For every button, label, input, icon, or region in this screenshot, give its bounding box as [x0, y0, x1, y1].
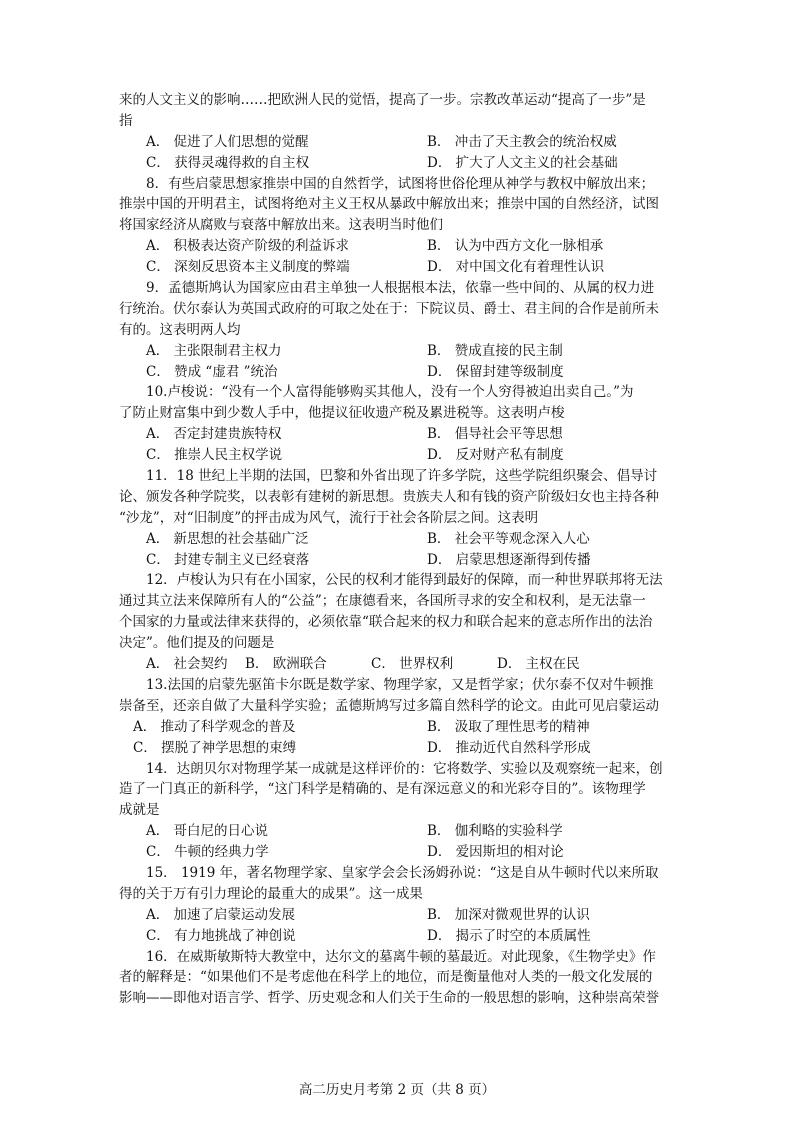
answer-option-a[interactable]: A． 积极表达资产阶级的利益诉求: [146, 238, 350, 255]
answer-option-c[interactable]: C． 赞成 “虚君 ”统治: [146, 363, 278, 380]
answer-option-d[interactable]: D． 爱因斯坦的相对论: [427, 844, 564, 861]
question-stem-line: 通过其立法来保障所有人的“公益”；在康德看来，各国所寻求的安全和权利，是无法靠一: [119, 593, 646, 610]
answer-option-b[interactable]: B． 加深对微观世界的认识: [427, 906, 590, 923]
answer-option-b[interactable]: B． 认为中西方文化一脉相承: [427, 238, 604, 255]
question-stem-line: 9．孟德斯鸠认为国家应由君主单独一人根据根本法，依靠一些中间的、从属的权力进: [146, 280, 655, 297]
question-q7cont: [119, 90, 681, 174]
question-stem-line: 得的关于万有引力理论的最重大的成果”。这一成果: [119, 885, 423, 902]
answer-option-c[interactable]: C． 获得灵魂得救的自主权: [146, 154, 310, 171]
answer-option-a[interactable]: A． 促进了人们思想的觉醒: [146, 133, 309, 150]
answer-option-d[interactable]: D． 启蒙思想逐渐得到传播: [427, 551, 591, 568]
option-row: [119, 550, 681, 571]
answer-option-a[interactable]: A． 加速了启蒙运动发展: [146, 906, 296, 923]
answer-option-a[interactable]: A． 推动了科学观念的普及: [133, 718, 296, 735]
answer-option-a[interactable]: A． 社会契约: [146, 656, 228, 673]
question-stem-line: 14．达朗贝尔对物理学某一成就是这样评价的：它将数学、实验以及观察统一起来，创: [146, 760, 663, 777]
question-stem-line: 8．有些启蒙思想家推崇中国的自然哲学，试图将世俗伦理从神学与教权中解放出来；: [146, 175, 655, 192]
question-stem-line: 16．在威斯敏斯特大教堂中，达尔文的墓离牛顿的墓最近。对此现象，《生物学史》作: [146, 948, 656, 965]
option-row: [119, 445, 681, 466]
answer-option-c[interactable]: C． 摆脱了神学思想的束缚: [133, 739, 297, 756]
question-q14: [119, 759, 681, 863]
option-row: [119, 153, 681, 174]
option-row: [119, 529, 681, 550]
option-row: [119, 926, 681, 947]
answer-option-d[interactable]: D． 对中国文化有着理性认识: [427, 259, 605, 276]
answer-option-c[interactable]: C． 推崇人民主权学说: [146, 447, 283, 464]
question-stem-line: 论、颁发各种学院奖，以表彰有建树的新思想。贵族夫人和有钱的资产阶级妇女也主持各种: [119, 488, 659, 505]
answer-option-a[interactable]: A． 主张限制君主权力: [146, 342, 282, 359]
answer-option-d[interactable]: D． 主权在民: [497, 656, 580, 673]
option-row: [119, 132, 681, 153]
question-stem-line: 崇备至，还亲自做了大量科学实验；孟德斯鸠写过多篇自然科学的论文。由此可见启蒙运动: [119, 697, 659, 714]
option-row: [119, 236, 681, 257]
option-row: [119, 257, 681, 278]
question-q8: [119, 174, 681, 278]
answer-option-d[interactable]: D． 揭示了时空的本质属性: [427, 927, 591, 944]
question-stem-line: 影响——即他对语言学、哲学、历史观念和人们关于生命的一般思想的影响，这种崇高荣誉: [119, 990, 659, 1007]
question-q12: [119, 570, 681, 674]
question-stem-line: 将国家经济从腐败与衰落中解放出来。这表明当时他们: [119, 217, 443, 234]
question-stem-line: 有的。这表明两人均: [119, 321, 241, 338]
question-stem-line: 决定”。他们提及的问题是: [119, 635, 275, 652]
option-row: [119, 341, 681, 362]
question-stem-line: “沙龙”，对“旧制度”的抨击成为风气，流行于社会各阶层之间。这表明: [119, 509, 539, 526]
answer-option-c[interactable]: C． 牛顿的经典力学: [146, 844, 269, 861]
answer-option-d[interactable]: D． 推动近代自然科学形成: [426, 739, 591, 756]
option-row: [119, 424, 681, 445]
question-stem-line: 了防止财富集中到少数人手中，他提议征收遗产税及累进税等。这表明卢梭: [119, 405, 565, 422]
answer-option-d[interactable]: D． 反对财产私有制度: [427, 447, 564, 464]
question-q9: [119, 278, 681, 382]
answer-option-c[interactable]: C． 世界权利: [371, 656, 454, 673]
question-stem-line: 13.法国的启蒙先驱笛卡尔既是数学家、物理学家，又是哲学家；伏尔泰不仅对牛顿推: [146, 676, 654, 693]
answer-option-b[interactable]: B． 伽利略的实验科学: [427, 823, 563, 840]
answer-option-c[interactable]: C． 深刻反思资本主义制度的弊端: [146, 259, 350, 276]
question-q13: [119, 675, 681, 759]
answer-option-c[interactable]: C． 封建专制主义已经衰落: [146, 551, 310, 568]
option-row: [119, 362, 681, 383]
question-stem-line: 者的解释是：“如果他们不是考虑他在科学上的地位，而是衡量他对人类的一般文化发展的: [119, 969, 653, 986]
option-row: [119, 905, 681, 926]
question-q15: [119, 863, 681, 947]
question-q10: [119, 382, 681, 466]
page-footer: 高二历史月考第 2 页（共 8 页）: [298, 1082, 496, 1098]
question-stem-line: 行统治。伏尔泰认为英国式政府的可取之处在于：下院议员、爵士、君主间的合作是前所未: [119, 300, 659, 317]
question-q11: [119, 466, 681, 570]
answer-option-b[interactable]: B． 社会平等观念深入人心: [427, 530, 590, 547]
option-row: [119, 654, 681, 675]
question-stem-line: 15． 1919 年，著名物理学家、皇家学会会长汤姆孙说：“这是自从牛顿时代以来所取: [146, 864, 659, 881]
question-stem-line: 12．卢梭认为只有在小国家，公民的权利才能得到最好的保障，而一种世界联邦将无法: [146, 572, 663, 589]
question-q16: [119, 947, 681, 1010]
option-row: [119, 821, 681, 842]
option-row: [119, 717, 681, 738]
question-stem-line: 推崇中国的开明君主，试图将绝对主义王权从暴政中解放出来；推崇中国的自然经济，试图: [119, 196, 659, 213]
option-row: [119, 842, 681, 863]
question-stem-line: 10.卢梭说：“没有一个人富得能够购买其他人，没有一个人穷得被迫出卖自己。”为: [146, 384, 634, 401]
option-row: [119, 738, 681, 759]
question-stem-line: 指: [119, 112, 133, 129]
answer-option-b[interactable]: B． 欧洲联合: [245, 656, 327, 673]
answer-option-a[interactable]: A． 哥白尼的日心说: [146, 823, 269, 840]
answer-option-a[interactable]: A． 新思想的社会基础广泛: [146, 530, 309, 547]
answer-option-b[interactable]: B． 赞成直接的民主制: [427, 342, 563, 359]
answer-option-c[interactable]: C． 有力地挑战了神创说: [146, 927, 296, 944]
answer-option-d[interactable]: D． 扩大了人文主义的社会基础: [427, 154, 618, 171]
question-stem-line: 成就是: [119, 802, 160, 819]
question-stem-line: 11．18 世纪上半期的法国，巴黎和外省出现了许多学院，这些学院组织聚会、倡导讨: [146, 468, 658, 485]
answer-option-b[interactable]: B． 倡导社会平等思想: [427, 426, 563, 443]
answer-option-b[interactable]: B． 汲取了理性思考的精神: [426, 718, 590, 735]
answer-option-b[interactable]: B． 冲击了天主教会的统治权威: [427, 133, 617, 150]
question-stem-line: 造了一门真正的新科学，“这门科学是精确的、是有深远意义的和光彩夺目的”。该物理学: [119, 781, 646, 798]
question-stem-line: 个国家的力量或法律来获得的，必须依靠“联合起来的权力和联合起来的意志所作出的法治: [119, 614, 653, 631]
answer-option-d[interactable]: D． 保留封建等级制度: [427, 363, 564, 380]
question-stem-line: 来的人文主义的影响……把欧洲人民的觉悟，提高了一步。宗教改革运动“提高了一步”是: [119, 92, 646, 108]
answer-option-a[interactable]: A． 否定封建贵族特权: [146, 426, 282, 443]
question-list: [119, 90, 681, 1009]
